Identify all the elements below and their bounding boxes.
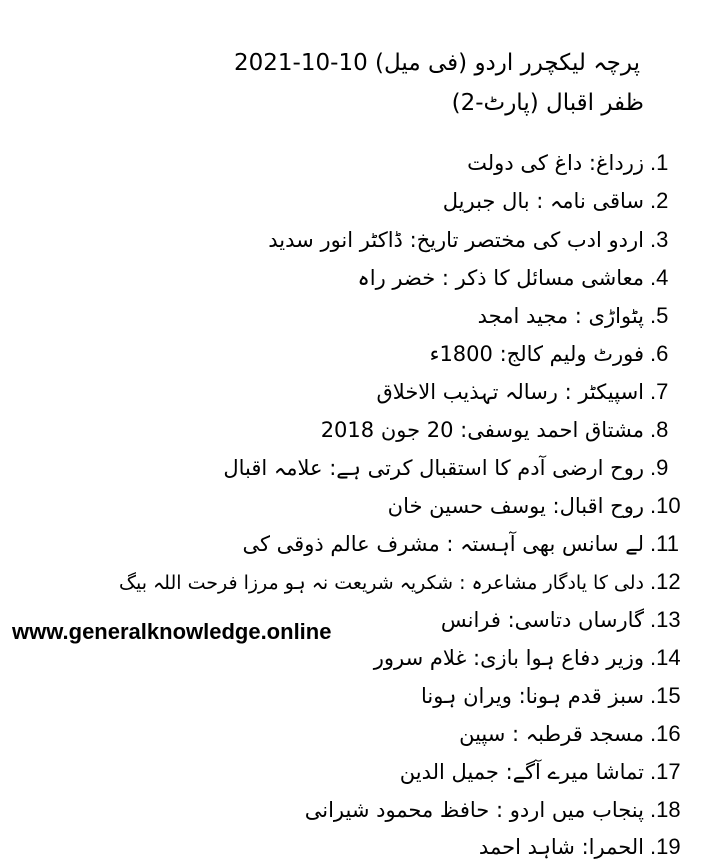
item-text: سبز قدم ہونا: ویران ہونا [421,684,644,708]
item-text: مشتاق احمد یوسفی: 20 جون 2018 [320,418,644,442]
item-number: .2 [650,188,669,213]
list-item [479,836,690,858]
item-number: .6 [650,341,669,366]
item-text: معاشی مسائل کا ذکر : خضر راہ [357,266,644,290]
item-text: لے سانس بھی آہستہ : مشرف عالم ذوقی کی [242,532,644,556]
list-item [441,609,690,631]
item-number: .16 [650,721,681,746]
list-item [321,419,690,441]
item-text: روح اقبال: یوسف حسین خان [387,494,644,518]
website-watermark: www.generalknowledge.online [12,619,332,644]
list-item [467,152,690,174]
list-item [119,571,690,593]
item-number: .12 [650,569,681,594]
list-item [443,190,690,212]
item-number: .10 [650,493,681,518]
item-text: زرداغ: داغ کی دولت [467,151,644,175]
item-number: .13 [650,607,681,632]
item-number: .5 [650,303,669,328]
item-text: پنجاب میں اردو : حافظ محمود شیرانی [304,798,644,822]
item-number: .15 [650,683,681,708]
item-text: روح ارضی آدم کا استقبال کرتی ہے: علامہ اقبال [223,456,644,480]
item-text: ساقی نامہ : بال جبریل [442,189,644,213]
list-item [305,799,690,821]
item-number: .4 [650,265,669,290]
list-item [242,533,690,555]
list-item [377,381,691,403]
item-text: وزیر دفاع ہوا بازی: غلام سرور [373,646,644,670]
item-text: تماشا میرے آگے: جمیل الدین [399,760,644,784]
header-title: پرچہ لیکچرر اردو (فی میل) 10-10-2021 [233,50,640,76]
item-number: .9 [650,455,669,480]
item-text: اردو ادب کی مختصر تاریخ: ڈاکٹر انور سدید [268,228,644,252]
item-number: .17 [650,759,681,784]
item-number: .1 [650,150,669,175]
item-text: الحمرا: شاہد احمد [478,835,644,859]
list-item [357,267,690,289]
item-number: .18 [650,797,681,822]
list-item [223,457,690,479]
item-number: .8 [650,417,669,442]
item-number: .7 [650,379,669,404]
item-text: اسپیکٹر : رسالہ تہذیب الاخلاق [376,380,644,404]
item-number: .3 [650,227,669,252]
list-item [268,229,690,251]
item-number: .11 [650,531,679,556]
list-item [388,495,690,517]
item-text: مسجد قرطبہ : سپین [459,722,644,746]
list-item [430,343,690,365]
header-subtitle: ظفر اقبال (پارٹ-2) [451,90,644,116]
item-text: دلی کا یادگار مشاعرہ : شکریہ شریعت نہ ہو مرزا فرحت اللہ بیگ [118,572,644,594]
item-text: پٹواڑی : مجید امجد [477,304,644,328]
item-number: .19 [650,834,681,859]
item-text: فورٹ ولیم کالج: 1800ء [429,342,644,366]
list-item [421,685,690,707]
list-item [459,723,690,745]
item-number: .14 [650,645,681,670]
list-item [478,305,690,327]
list-item [400,761,690,783]
item-text: گارساں دتاسی: فرانس [440,608,644,632]
list-item [374,647,690,669]
